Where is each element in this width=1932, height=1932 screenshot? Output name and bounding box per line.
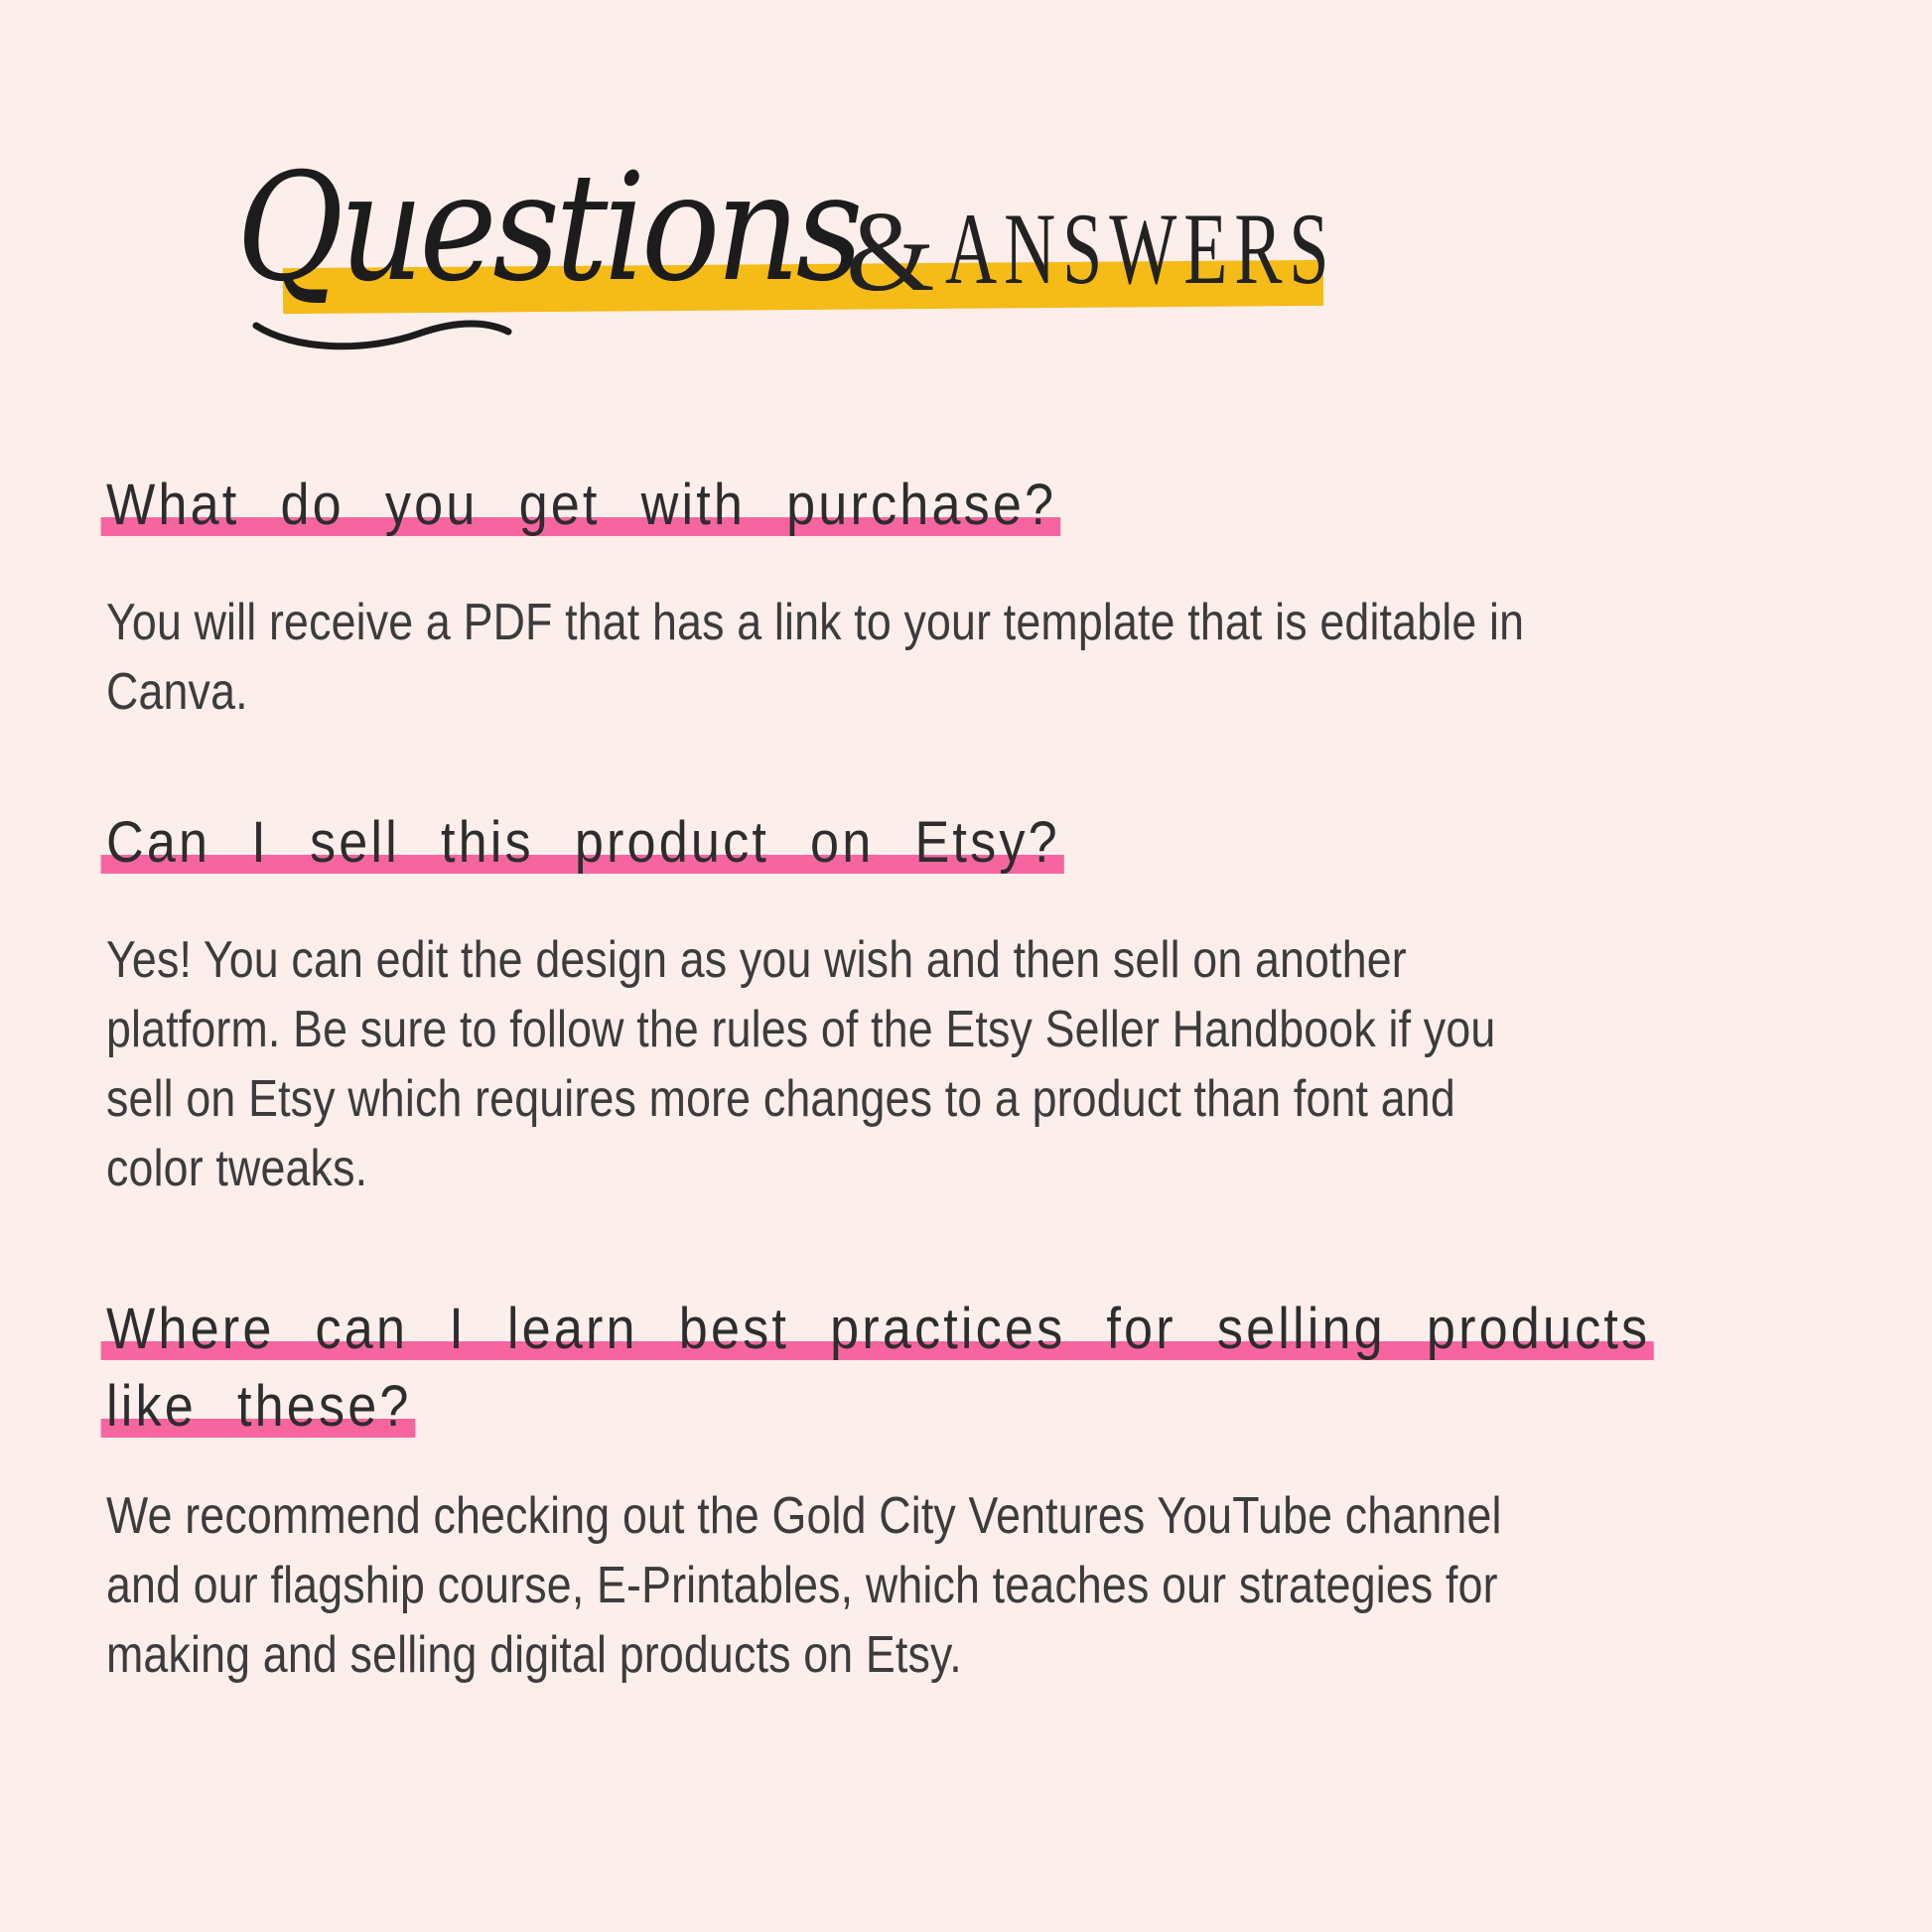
question-text: What do you get with purchase? [106,467,1056,544]
answer-line: You will receive a PDF that has a link to your template that is editable in [106,594,1525,651]
title-ampersand: & [846,189,935,315]
answer-line: sell on Etsy which requires more changes to a product than font and [106,1070,1455,1128]
question-line [106,1368,1705,1446]
answer-paragraph [106,1481,1634,1690]
faq-section-purchase [106,467,1882,727]
answer-line: making and selling digital products on Etsy. [106,1626,962,1684]
answer-line: color tweaks. [106,1140,368,1197]
title-swash-flourish [248,310,516,359]
answer-line: Canva. [106,663,248,721]
faq-section-best-practices [106,1291,1882,1690]
question-line [106,467,1705,544]
answer-line: Yes! You can edit the design as you wish and then sell on another [106,931,1407,989]
title-script-word: Questions [236,142,859,315]
answer-paragraph [106,588,1634,727]
question-text: like these? [106,1368,412,1446]
answer-line: platform. Be sure to follow the rules of the Etsy Seller Handbook if you [106,1001,1496,1058]
question-heading [106,1291,1705,1446]
title-caps-word: ANSWERS [945,193,1336,306]
question-line [106,804,1705,882]
question-heading [106,804,1705,882]
question-text: Where can I learn best practices for selling products [106,1291,1650,1368]
answer-paragraph [106,925,1634,1203]
question-text: Can I sell this product on Etsy? [106,804,1060,882]
question-heading [106,467,1705,544]
answer-line: and our flagship course, E-Printables, which teaches our strategies for [106,1557,1498,1614]
answer-line: We recommend checking out the Gold City Ventures YouTube channel [106,1487,1502,1545]
faq-section-resell [106,804,1882,1203]
question-line [106,1291,1705,1368]
